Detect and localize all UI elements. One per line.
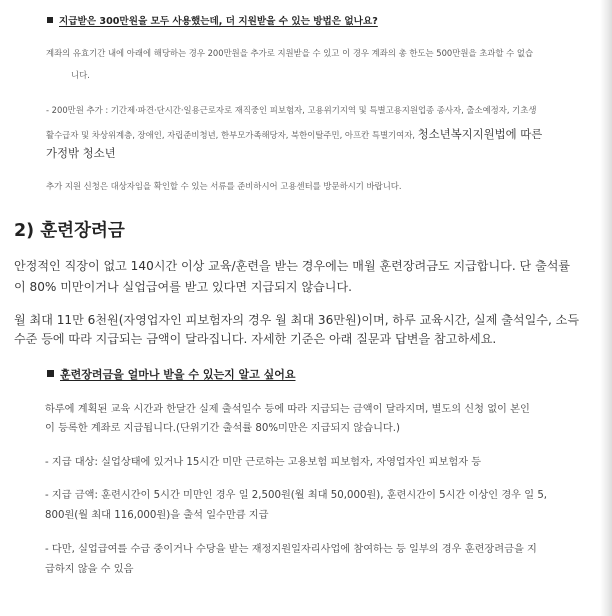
paragraph-line: 월 최대 11만 6천원(자영업자인 피보험자의 경우 월 최대 36만원)이며, 하루 교육시간, 실제 출석일수, 소득 <box>14 313 580 327</box>
extra-support-large-text: 청소년복지지원법에 따른 <box>417 127 543 141</box>
extra-support-note: 추가 지원 신청은 대상자임을 확인할 수 있는 서류를 준비하시어 고용센터를 방문하시기 바랍니다. <box>46 181 402 191</box>
payment-exception-line: - 다만, 실업급여를 수급 중이거나 수당을 받는 재정지원일자리사업에 참여하는 등 일부의 경우 훈련장려금을 지 <box>45 544 537 555</box>
square-bullet-icon <box>47 17 53 23</box>
faq-answer-line: 계좌의 유효기간 내에 아래에 해당하는 경우 200만원을 추가로 지원받을 수 있고 이 경우 계좌의 총 한도는 500만원을 초과할 수 없습 <box>46 48 534 58</box>
extra-support-line: - 200만원 추가 : 기간제·파견·단시간·일용근로자로 재직중인 피보험자, 고용위기지역 및 특별고용지원업종 종사자, 출소예정자, 기초생 <box>46 105 537 115</box>
page-edge-shadow <box>600 0 612 616</box>
faq-answer-line: 이 등록한 계좌로 지급됩니다.(단위기간 출석률 80%미만은 지급되지 않습니다.) <box>45 423 400 434</box>
faq-question-extra-support <box>47 13 378 27</box>
extra-support-line <box>46 126 542 142</box>
faq-question-text: 훈련장려금을 얼마나 받을 수 있는지 알고 싶어요 <box>60 368 296 381</box>
payment-amount-line: - 지급 금액: 훈련시간이 5시간 미만인 경우 일 2,500원(월 최대 50,000원), 훈련시간이 5시간 이상인 경우 일 5, <box>45 490 548 501</box>
extra-support-line: 가정밖 청소년 <box>46 146 116 160</box>
square-bullet-icon <box>47 370 54 377</box>
payment-exception-line: 급하지 않을 수 있음 <box>45 564 134 575</box>
extra-support-small-text: 활수급자 및 차상위계층, 장애인, 자립준비청년, 한부모가족해당자, 북한이탈주민, 아프칸 특별기여자, <box>46 130 418 140</box>
faq-answer-line: 하루에 계획된 교육 시간과 한달간 실제 출석일수 등에 따라 지급되는 금액이 달라지며, 별도의 신청 없이 본인 <box>45 404 530 415</box>
payment-amount-line: 800원(월 최대 116,000원)을 출석 일수만큼 지급 <box>45 510 269 521</box>
faq-question-text: 지급받은 300만원을 모두 사용했는데, 더 지원받을 수 있는 방법은 없나요? <box>59 16 378 27</box>
paragraph-line: 수준 등에 따라 지급되는 금액이 달라집니다. 자세한 기준은 아래 질문과 답변을 참고하세요. <box>14 332 497 346</box>
paragraph-line: 이 80% 미만이거나 실업급여를 받고 있다면 지급되지 않습니다. <box>14 280 353 294</box>
paragraph-line: 안정적인 직장이 없고 140시간 이상 교육/훈련을 받는 경우에는 매월 훈련장려금도 지급합니다. 단 출석률 <box>14 259 571 273</box>
payment-target-line: - 지급 대상: 실업상태에 있거나 15시간 미만 근로하는 고용보험 피보험자, 자영업자인 피보험자 등 <box>45 457 482 468</box>
section-title: 2) 훈련장려금 <box>14 221 125 241</box>
faq-answer-line: 니다. <box>71 70 90 80</box>
faq-question-training-allowance <box>47 366 296 382</box>
